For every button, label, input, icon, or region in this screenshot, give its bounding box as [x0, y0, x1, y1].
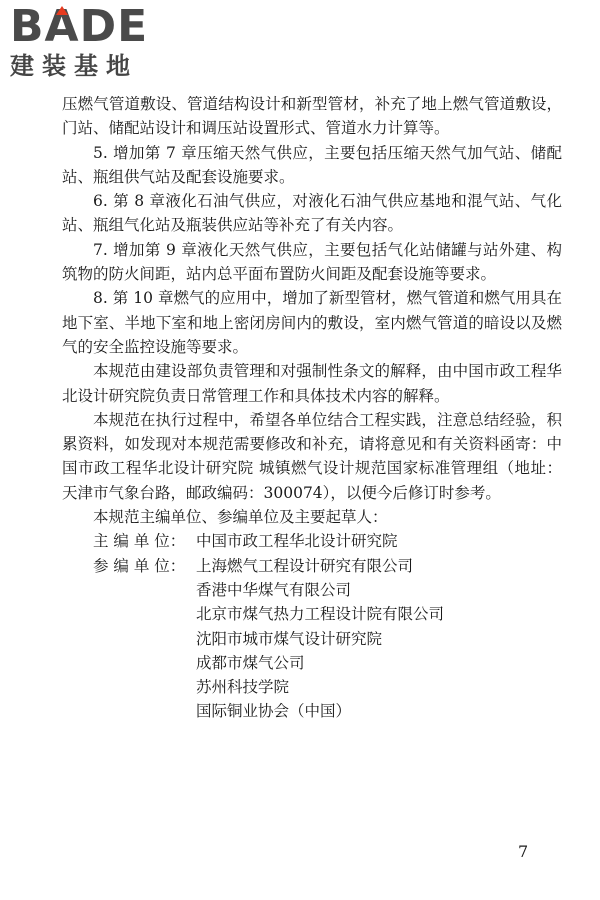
logo-letter-b: B: [10, 1, 45, 52]
paragraph-item-6: 6. 第 8 章液化石油气供应，对液化石油气供应基地和混气站、气化站、瓶组气化站及瓶装供应站等补充了有关内容。: [62, 192, 562, 235]
logo-triangle-icon: [56, 6, 68, 15]
logo-wordmark: [10, 1, 180, 52]
participant-org: 国际铜业协会（中国）: [196, 702, 352, 721]
participant-org: 上海燃气工程设计研究有限公司: [196, 556, 414, 575]
participant-row: [62, 554, 562, 578]
chief-editor-label: 主 编 单 位：: [93, 532, 186, 551]
paragraph-item-8: 8. 第 10 章燃气的应用中，增加了新型管材，燃气管道和燃气用具在地下室、半地下室和地上密闭房间内的敷设，室内燃气管道的暗设以及燃气的安全监控设施等要求。: [62, 289, 562, 356]
participant-org: 苏州科技学院: [196, 678, 290, 697]
chief-editor-row: [62, 529, 562, 553]
brand-logo: [10, 1, 180, 80]
logo-letter-a: [44, 1, 80, 52]
paragraph-item-5: 5. 增加第 7 章压缩天然气供应，主要包括压缩天然气加气站、储配站、瓶组供气站及配套设施要求。: [62, 143, 562, 186]
paragraph-units-intro: 本规范主编单位、参编单位及主要起草人：: [93, 508, 388, 527]
paragraph-item-7: 7. 增加第 9 章液化天然气供应，主要包括气化站储罐与站外建、构筑物的防火间距，站内总平面布置防火间距及配套设施等要求。: [62, 240, 562, 284]
paragraph-continued: 压燃气管道敷设、管道结构设计和新型管材，补充了地上燃气管道敷设，门站、储配站设计和调压站设置形式、管道水力计算等。: [62, 95, 562, 138]
page-content: [62, 92, 562, 724]
participant-org: 沈阳市城市煤气设计研究院: [196, 629, 383, 648]
logo-letter-a-text: A: [44, 1, 80, 52]
page-number: 7: [518, 842, 529, 861]
logo-letters-de: DE: [79, 1, 149, 52]
logo-subtitle: 建装基地: [10, 52, 138, 80]
participant-label: 参 编 单 位：: [93, 556, 186, 575]
participant-org: 成都市煤气公司: [196, 653, 305, 672]
participant-org: 香港中华煤气有限公司: [196, 580, 352, 599]
paragraph-management: 本规范由建设部负责管理和对强制性条文的解释，由中国市政工程华北设计研究院负责日常管理工作和具体技术内容的解释。: [62, 362, 562, 405]
paragraph-feedback: 本规范在执行过程中，希望各单位结合工程实践，注意总结经验，积累资料，如发现对本规范需要修改和补充，请将意见和有关资料函寄：中国市政工程华北设计研究院 城镇燃气设计规范国家标准管理组（地址：天津市气象台路，邮政编码：300074），以便今后修订时参考。: [62, 410, 562, 502]
participant-org: 北京市煤气热力工程设计院有限公司: [196, 605, 445, 624]
chief-editor-org: 中国市政工程华北设计研究院: [196, 532, 398, 551]
